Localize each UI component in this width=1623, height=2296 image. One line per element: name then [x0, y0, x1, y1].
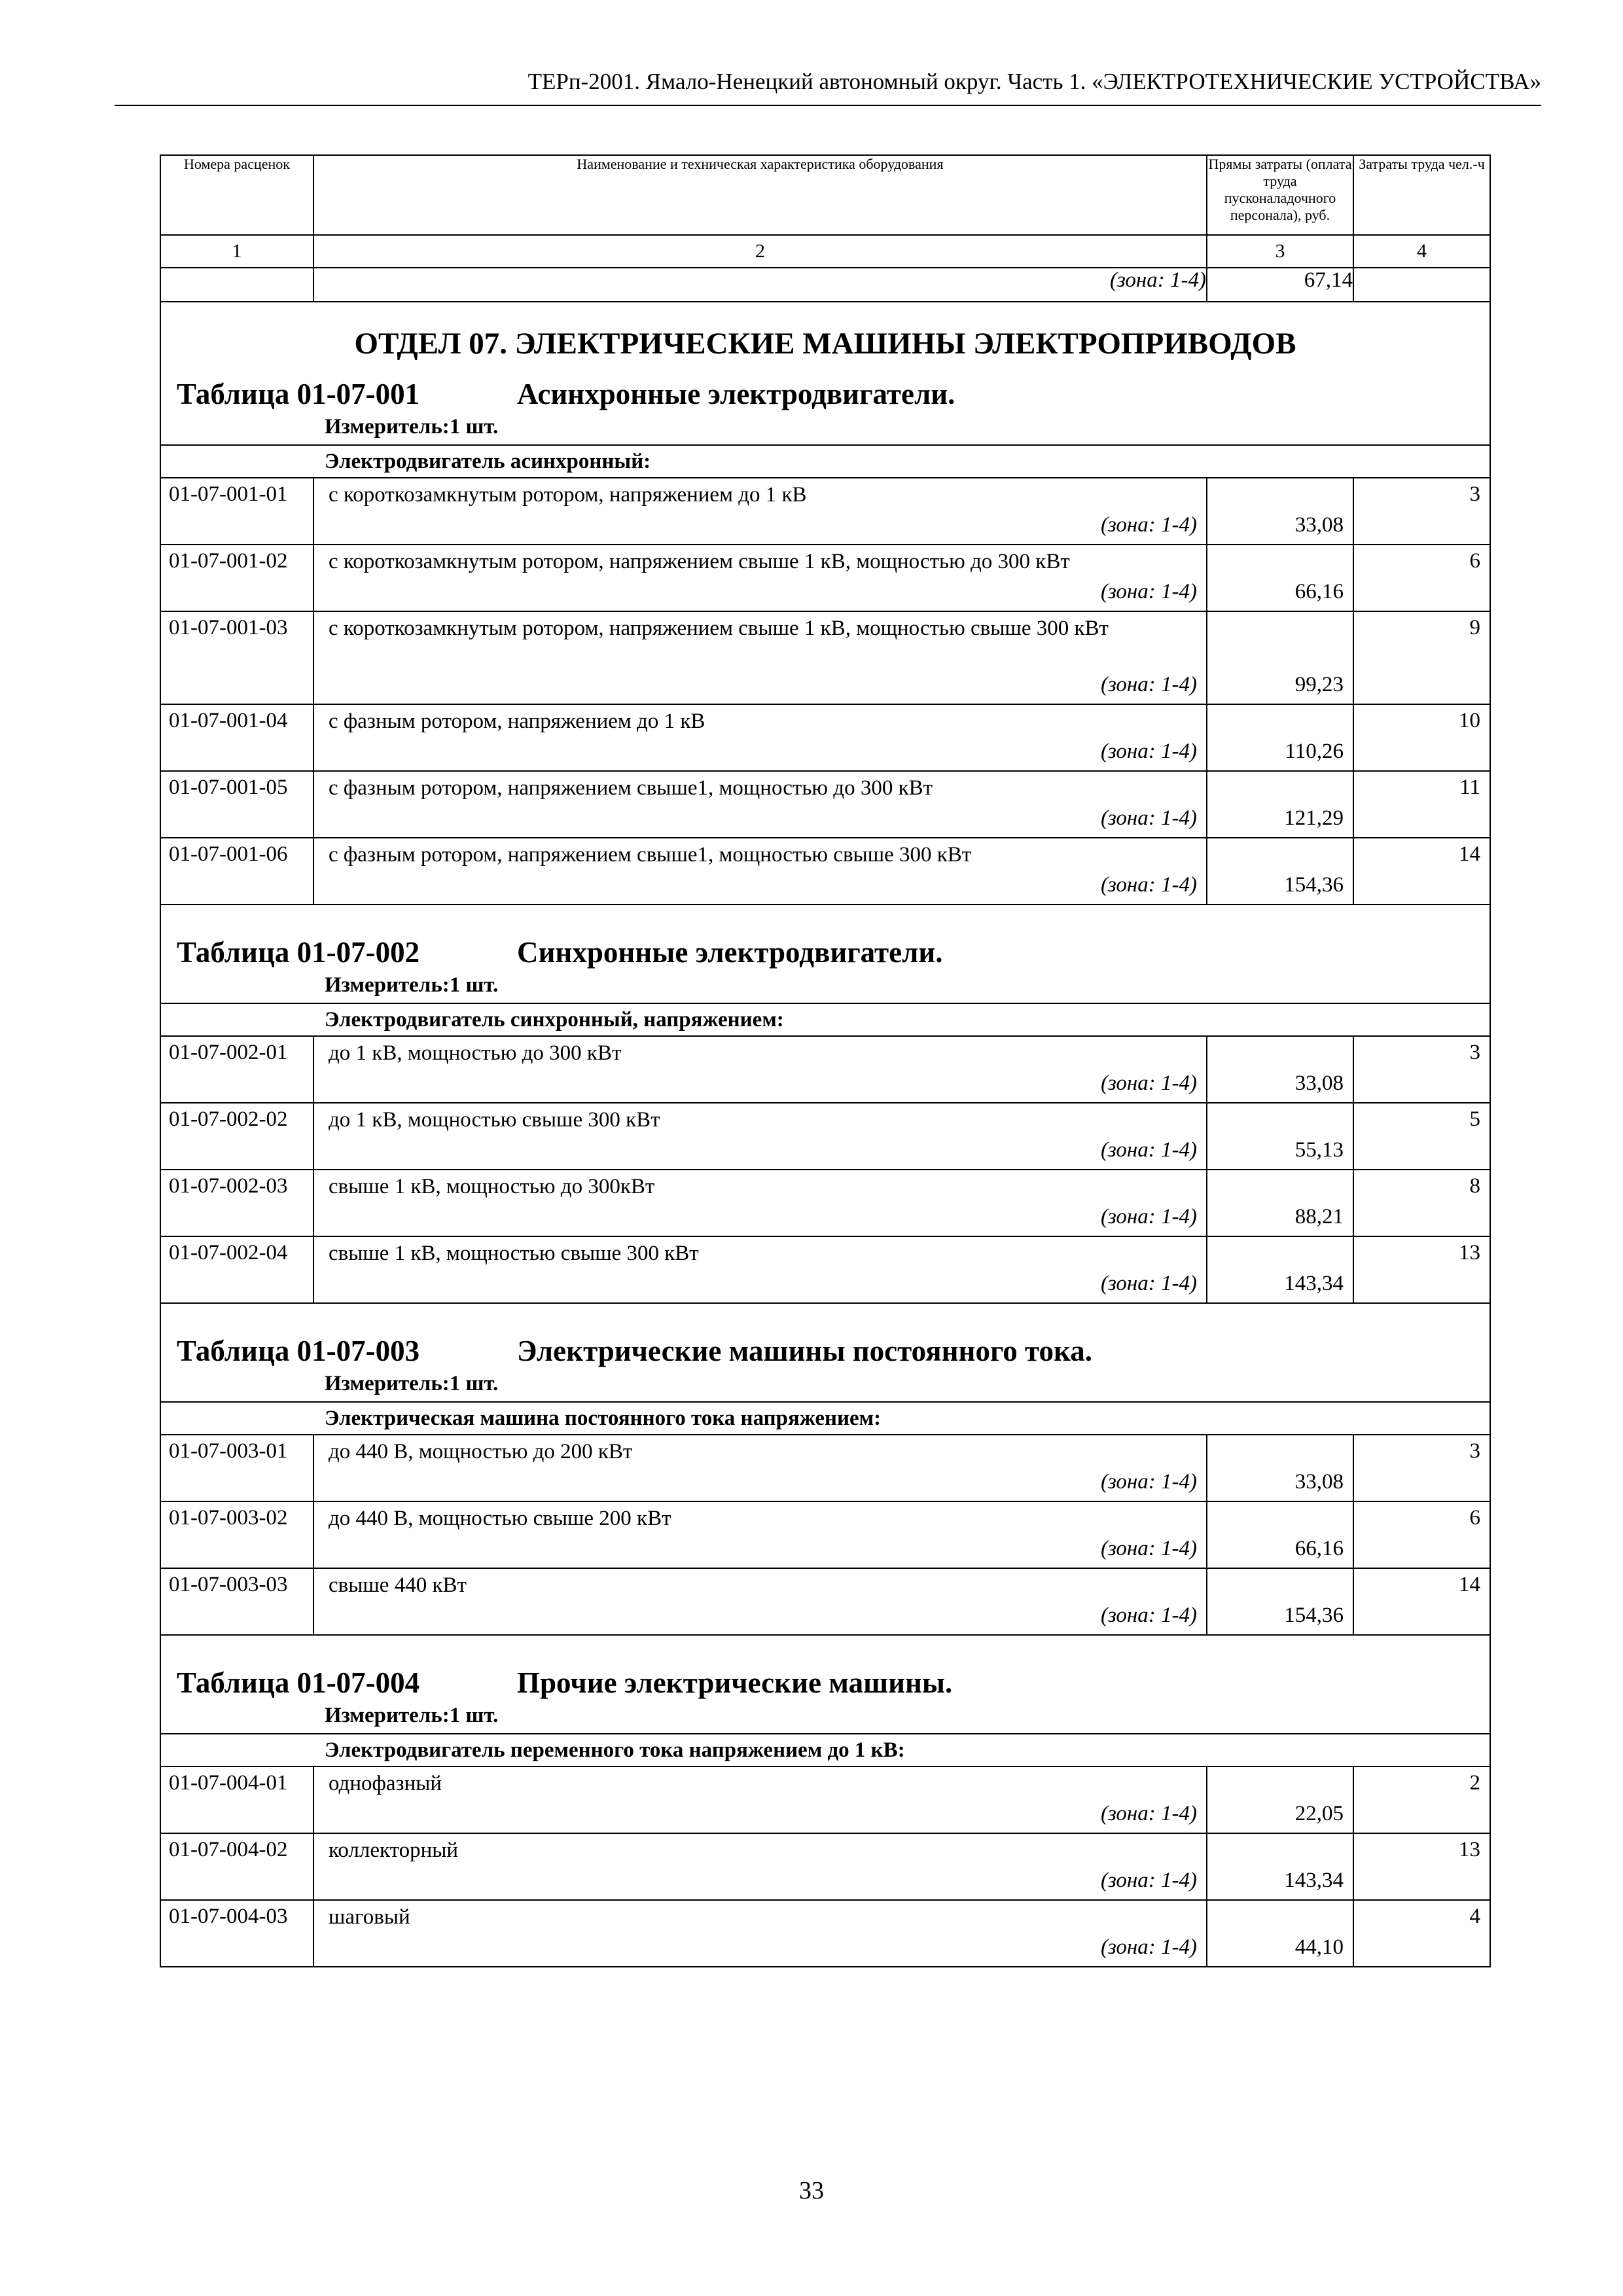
zone-label: (зона: 1-4): [1100, 806, 1197, 830]
rate-code: 01-07-002-03: [160, 1170, 313, 1236]
table-name: Асинхронные электродвигатели.: [517, 378, 955, 410]
rate-code: 01-07-002-01: [160, 1036, 313, 1103]
table-row: [160, 478, 1490, 545]
rate-description: однофазный: [329, 1772, 442, 1795]
table-section-row: [160, 1303, 1490, 1402]
labor-cost: 3: [1353, 1036, 1490, 1103]
col-number: 2: [313, 235, 1207, 268]
rate-description: до 440 В, мощностью свыше 200 кВт: [329, 1507, 671, 1530]
zone-label: (зона: 1-4): [1100, 740, 1197, 763]
table-row: [160, 545, 1490, 611]
direct-cost: 33,08: [1294, 1071, 1344, 1095]
table-row: [160, 1036, 1490, 1103]
header-col-cost: Прямы затраты (оплата труда пусконаладочного персонала), руб.: [1207, 155, 1353, 235]
direct-cost: 55,13: [1294, 1138, 1344, 1162]
direct-cost: 110,26: [1285, 740, 1344, 763]
rate-code: 01-07-001-05: [160, 771, 313, 838]
table-section-row: [160, 905, 1490, 1003]
direct-cost: 99,23: [1294, 673, 1344, 696]
rate-description: с короткозамкнутым ротором, напряжением до 1 кВ: [329, 483, 807, 507]
table-row: [160, 838, 1490, 905]
zone-label: (зона: 1-4): [1100, 1071, 1197, 1095]
labor-cost: 6: [1353, 545, 1490, 611]
table-row: [160, 771, 1490, 838]
direct-cost: 66,16: [1294, 580, 1344, 603]
direct-cost: 88,21: [1294, 1205, 1344, 1229]
zone-label: (зона: 1-4): [1100, 513, 1197, 537]
zone-label: (зона: 1-4): [1100, 1604, 1197, 1627]
column-numbers-row: [160, 235, 1490, 268]
table-row: [160, 1170, 1490, 1236]
direct-cost: 121,29: [1284, 806, 1344, 830]
zone-label: (зона: 1-4): [1100, 1537, 1197, 1560]
table-row: [160, 1568, 1490, 1635]
rate-code: 01-07-003-01: [160, 1435, 313, 1501]
labor-cost: 13: [1353, 1236, 1490, 1303]
section-heading: ОТДЕЛ 07. ЭЛЕКТРИЧЕСКИЕ МАШИНЫ ЭЛЕКТРОПРИВОДОВ: [354, 327, 1296, 361]
table-row: [160, 1767, 1490, 1833]
direct-cost: 33,08: [1294, 1470, 1344, 1494]
header-col-codes: Номера расценок: [160, 155, 313, 235]
header-col-labor: Затраты труда чел.-ч: [1353, 155, 1490, 235]
rate-code: 01-07-004-01: [160, 1767, 313, 1833]
direct-cost: 154,36: [1284, 873, 1344, 897]
labor-cost: 4: [1353, 1900, 1490, 1967]
table-body: [160, 302, 1490, 1967]
rate-description: шаговый: [329, 1905, 410, 1929]
table-name: Электрические машины постоянного тока.: [517, 1335, 1093, 1367]
rate-code: 01-07-001-04: [160, 704, 313, 771]
table-section-row: [160, 302, 1490, 445]
labor-cost: 13: [1353, 1833, 1490, 1900]
header-rule: [115, 105, 1541, 106]
rate-description: коллекторный: [329, 1839, 459, 1862]
labor-cost: 11: [1353, 771, 1490, 838]
labor-cost: 14: [1353, 838, 1490, 905]
zone-label: (зона: 1-4): [1100, 1869, 1197, 1892]
group-row: [160, 1734, 1490, 1767]
table-meter: Измеритель:1 шт.: [325, 1372, 499, 1395]
rate-code: 01-07-002-04: [160, 1236, 313, 1303]
rate-description: с короткозамкнутым ротором, напряжением свыше 1 кВ, мощностью свыше 300 кВт: [329, 617, 1109, 640]
table-number: Таблица 01-07-004: [177, 1666, 420, 1699]
labor-cost: 9: [1353, 611, 1490, 704]
table-row: [160, 1435, 1490, 1501]
col-number: 4: [1353, 235, 1490, 268]
group-label: Электродвигатель асинхронный:: [160, 445, 1490, 478]
rate-description: до 1 кВ, мощностью до 300 кВт: [329, 1041, 622, 1065]
labor-cost: 3: [1353, 1435, 1490, 1501]
table-row: [160, 611, 1490, 704]
zone-label: (зона: 1-4): [1100, 1470, 1197, 1494]
zone-label: (зона: 1-4): [1100, 580, 1197, 603]
zone-label: (зона: 1-4): [1100, 873, 1197, 897]
labor-cost: 10: [1353, 704, 1490, 771]
table-name: Синхронные электродвигатели.: [517, 936, 943, 969]
table-title: [161, 1666, 1489, 1700]
table-number: Таблица 01-07-001: [177, 378, 420, 410]
rate-code: 01-07-003-02: [160, 1501, 313, 1568]
rate-code: 01-07-001-06: [160, 838, 313, 905]
rate-description: свыше 440 кВт: [329, 1573, 467, 1597]
labor-cost: 6: [1353, 1501, 1490, 1568]
rate-code: 01-07-004-02: [160, 1833, 313, 1900]
table-meter: Измеритель:1 шт.: [325, 415, 499, 439]
rate-description: с короткозамкнутым ротором, напряжением свыше 1 кВ, мощностью до 300 кВт: [329, 550, 1070, 573]
zone-label: (зона: 1-4): [1100, 1272, 1197, 1295]
col-number: 3: [1207, 235, 1353, 268]
group-row: [160, 1003, 1490, 1036]
rate-description: с фазным ротором, напряжением свыше1, мощностью до 300 кВт: [329, 776, 933, 800]
direct-cost: 154,36: [1284, 1604, 1344, 1627]
zone-label: (зона: 1-4): [1100, 1138, 1197, 1162]
group-row: [160, 445, 1490, 478]
table-title: [161, 377, 1489, 411]
direct-cost: 143,34: [1284, 1272, 1344, 1295]
labor-cost: 3: [1353, 478, 1490, 545]
zone-label: (зона: 1-4): [1100, 1935, 1197, 1959]
carry-value: 67,14: [1207, 268, 1353, 302]
rate-description: до 440 В, мощностью до 200 кВт: [329, 1440, 633, 1463]
table-title: [161, 935, 1489, 969]
rate-description: с фазным ротором, напряжением свыше1, мощностью свыше 300 кВт: [329, 843, 972, 867]
table-row: [160, 1103, 1490, 1170]
rate-code: 01-07-004-03: [160, 1900, 313, 1967]
group-label: Электродвигатель синхронный, напряжением:: [160, 1003, 1490, 1036]
direct-cost: 66,16: [1294, 1537, 1344, 1560]
rate-code: 01-07-002-02: [160, 1103, 313, 1170]
document-header: ТЕРп-2001. Ямало-Ненецкий автономный округ. Часть 1. «ЭЛЕКТРОТЕХНИЧЕСКИЕ УСТРОЙСТВА»: [527, 69, 1541, 94]
table-row: [160, 1833, 1490, 1900]
header-col-name: Наименование и техническая характеристика оборудования: [313, 155, 1207, 235]
direct-cost: 143,34: [1284, 1869, 1344, 1892]
table-title: [161, 1334, 1489, 1368]
table-header-row: [160, 155, 1490, 235]
rate-description: свыше 1 кВ, мощностью свыше 300 кВт: [329, 1242, 699, 1265]
table-row: [160, 704, 1490, 771]
group-label: Электрическая машина постоянного тока напряжением:: [160, 1402, 1490, 1435]
rate-description: до 1 кВ, мощностью свыше 300 кВт: [329, 1108, 660, 1132]
group-row: [160, 1402, 1490, 1435]
rate-code: 01-07-003-03: [160, 1568, 313, 1635]
direct-cost: 22,05: [1294, 1802, 1344, 1825]
table-meter: Измеритель:1 шт.: [325, 973, 499, 997]
direct-cost: 44,10: [1294, 1935, 1344, 1959]
table-row: [160, 1501, 1490, 1568]
table-number: Таблица 01-07-003: [177, 1335, 420, 1367]
zone-label: (зона: 1-4): [313, 268, 1207, 302]
table-row: [160, 1236, 1490, 1303]
labor-cost: 5: [1353, 1103, 1490, 1170]
page-number: 33: [799, 2177, 824, 2204]
rate-description: с фазным ротором, напряжением до 1 кВ: [329, 709, 705, 733]
table-row: [160, 1900, 1490, 1967]
direct-cost: 33,08: [1294, 513, 1344, 537]
table-section-row: [160, 1635, 1490, 1734]
rate-description: свыше 1 кВ, мощностью до 300кВт: [329, 1175, 655, 1198]
rate-code: 01-07-001-03: [160, 611, 313, 704]
rate-code: 01-07-001-01: [160, 478, 313, 545]
rates-table: [160, 154, 1491, 1967]
table-name: Прочие электрические машины.: [517, 1666, 953, 1699]
zone-label: (зона: 1-4): [1100, 673, 1197, 696]
labor-cost: 8: [1353, 1170, 1490, 1236]
labor-cost: 2: [1353, 1767, 1490, 1833]
group-label: Электродвигатель переменного тока напряжением до 1 кВ:: [160, 1734, 1490, 1767]
labor-cost: 14: [1353, 1568, 1490, 1635]
col-number: 1: [160, 235, 313, 268]
table-number: Таблица 01-07-002: [177, 936, 420, 969]
zone-label: (зона: 1-4): [1100, 1802, 1197, 1825]
rate-code: 01-07-001-02: [160, 545, 313, 611]
carry-over-row: [160, 268, 1490, 302]
table-meter: Измеритель:1 шт.: [325, 1704, 499, 1727]
zone-label: (зона: 1-4): [1100, 1205, 1197, 1229]
